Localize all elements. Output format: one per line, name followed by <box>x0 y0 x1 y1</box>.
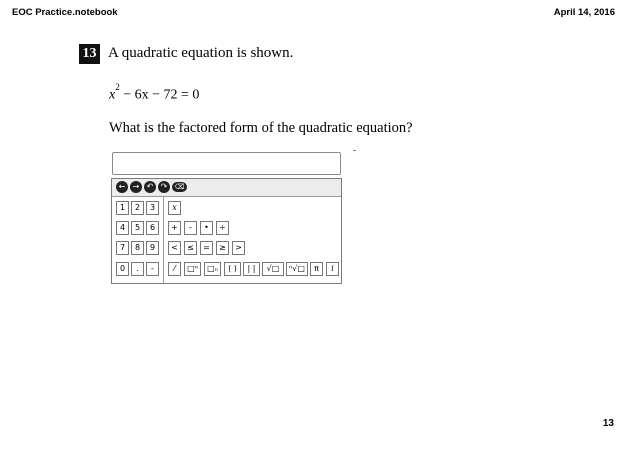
key-parentheses[interactable]: ( ) <box>224 262 241 276</box>
question-prompt: What is the factored form of the quadratic equation? <box>109 120 413 136</box>
key-square-root[interactable]: √□ <box>262 262 284 276</box>
equation-editor-keypad <box>111 178 342 284</box>
cursor-mark <box>353 150 356 151</box>
key-plus[interactable]: + <box>168 221 181 235</box>
key-0[interactable]: 0 <box>116 262 129 276</box>
key-imaginary-i[interactable]: i <box>326 262 339 276</box>
undo-button[interactable]: ↶ <box>144 181 156 193</box>
key-8[interactable]: 8 <box>131 241 144 255</box>
key-7[interactable]: 7 <box>116 241 129 255</box>
key-4[interactable]: 4 <box>116 221 129 235</box>
key-absolute-value[interactable]: | | <box>243 262 260 276</box>
keypad-divider <box>163 196 164 283</box>
key-6[interactable]: 6 <box>146 221 159 235</box>
key-2[interactable]: 2 <box>131 201 144 215</box>
key-decimal[interactable]: . <box>131 262 144 276</box>
key-5[interactable]: 5 <box>131 221 144 235</box>
key-9[interactable]: 9 <box>146 241 159 255</box>
delete-button[interactable]: ⌫ <box>172 182 187 192</box>
key-multiply[interactable]: • <box>200 221 213 235</box>
key-subscript[interactable]: □ₙ <box>204 262 221 276</box>
keypad-nav-row <box>112 179 341 197</box>
page-number: 13 <box>602 418 614 429</box>
question-number-badge: 13 <box>79 44 100 64</box>
notebook-title: EOC Practice.notebook <box>12 7 118 18</box>
key-greater-equal[interactable]: ≥ <box>216 241 229 255</box>
key-3[interactable]: 3 <box>146 201 159 215</box>
key-divide[interactable]: ÷ <box>216 221 229 235</box>
key-superscript[interactable]: □ⁿ <box>184 262 201 276</box>
key-minus[interactable]: - <box>184 221 197 235</box>
quadratic-equation <box>109 82 200 104</box>
move-right-button[interactable]: → <box>130 181 142 193</box>
key-less-equal[interactable]: ≤ <box>184 241 197 255</box>
key-less-than[interactable]: < <box>168 241 181 255</box>
header-date: April 14, 2016 <box>553 7 615 18</box>
key-equals[interactable]: = <box>200 241 213 255</box>
equation-rest: − 6x − 72 = 0 <box>119 87 200 103</box>
key-1[interactable]: 1 <box>116 201 129 215</box>
key-pi[interactable]: π <box>310 262 323 276</box>
redo-button[interactable]: ↷ <box>158 181 170 193</box>
move-left-button[interactable]: ← <box>116 181 128 193</box>
key-variable-x[interactable]: x <box>168 201 181 215</box>
key-greater-than[interactable]: > <box>232 241 245 255</box>
equation-variable: x <box>109 87 116 103</box>
key-fraction[interactable]: ⁄ <box>168 262 181 276</box>
equation-exponent: 2 <box>115 82 120 92</box>
question-title: A quadratic equation is shown. <box>108 45 294 61</box>
answer-input[interactable] <box>112 152 341 175</box>
key-negative[interactable]: - <box>146 262 159 276</box>
key-nth-root[interactable]: ⁿ√□ <box>286 262 308 276</box>
